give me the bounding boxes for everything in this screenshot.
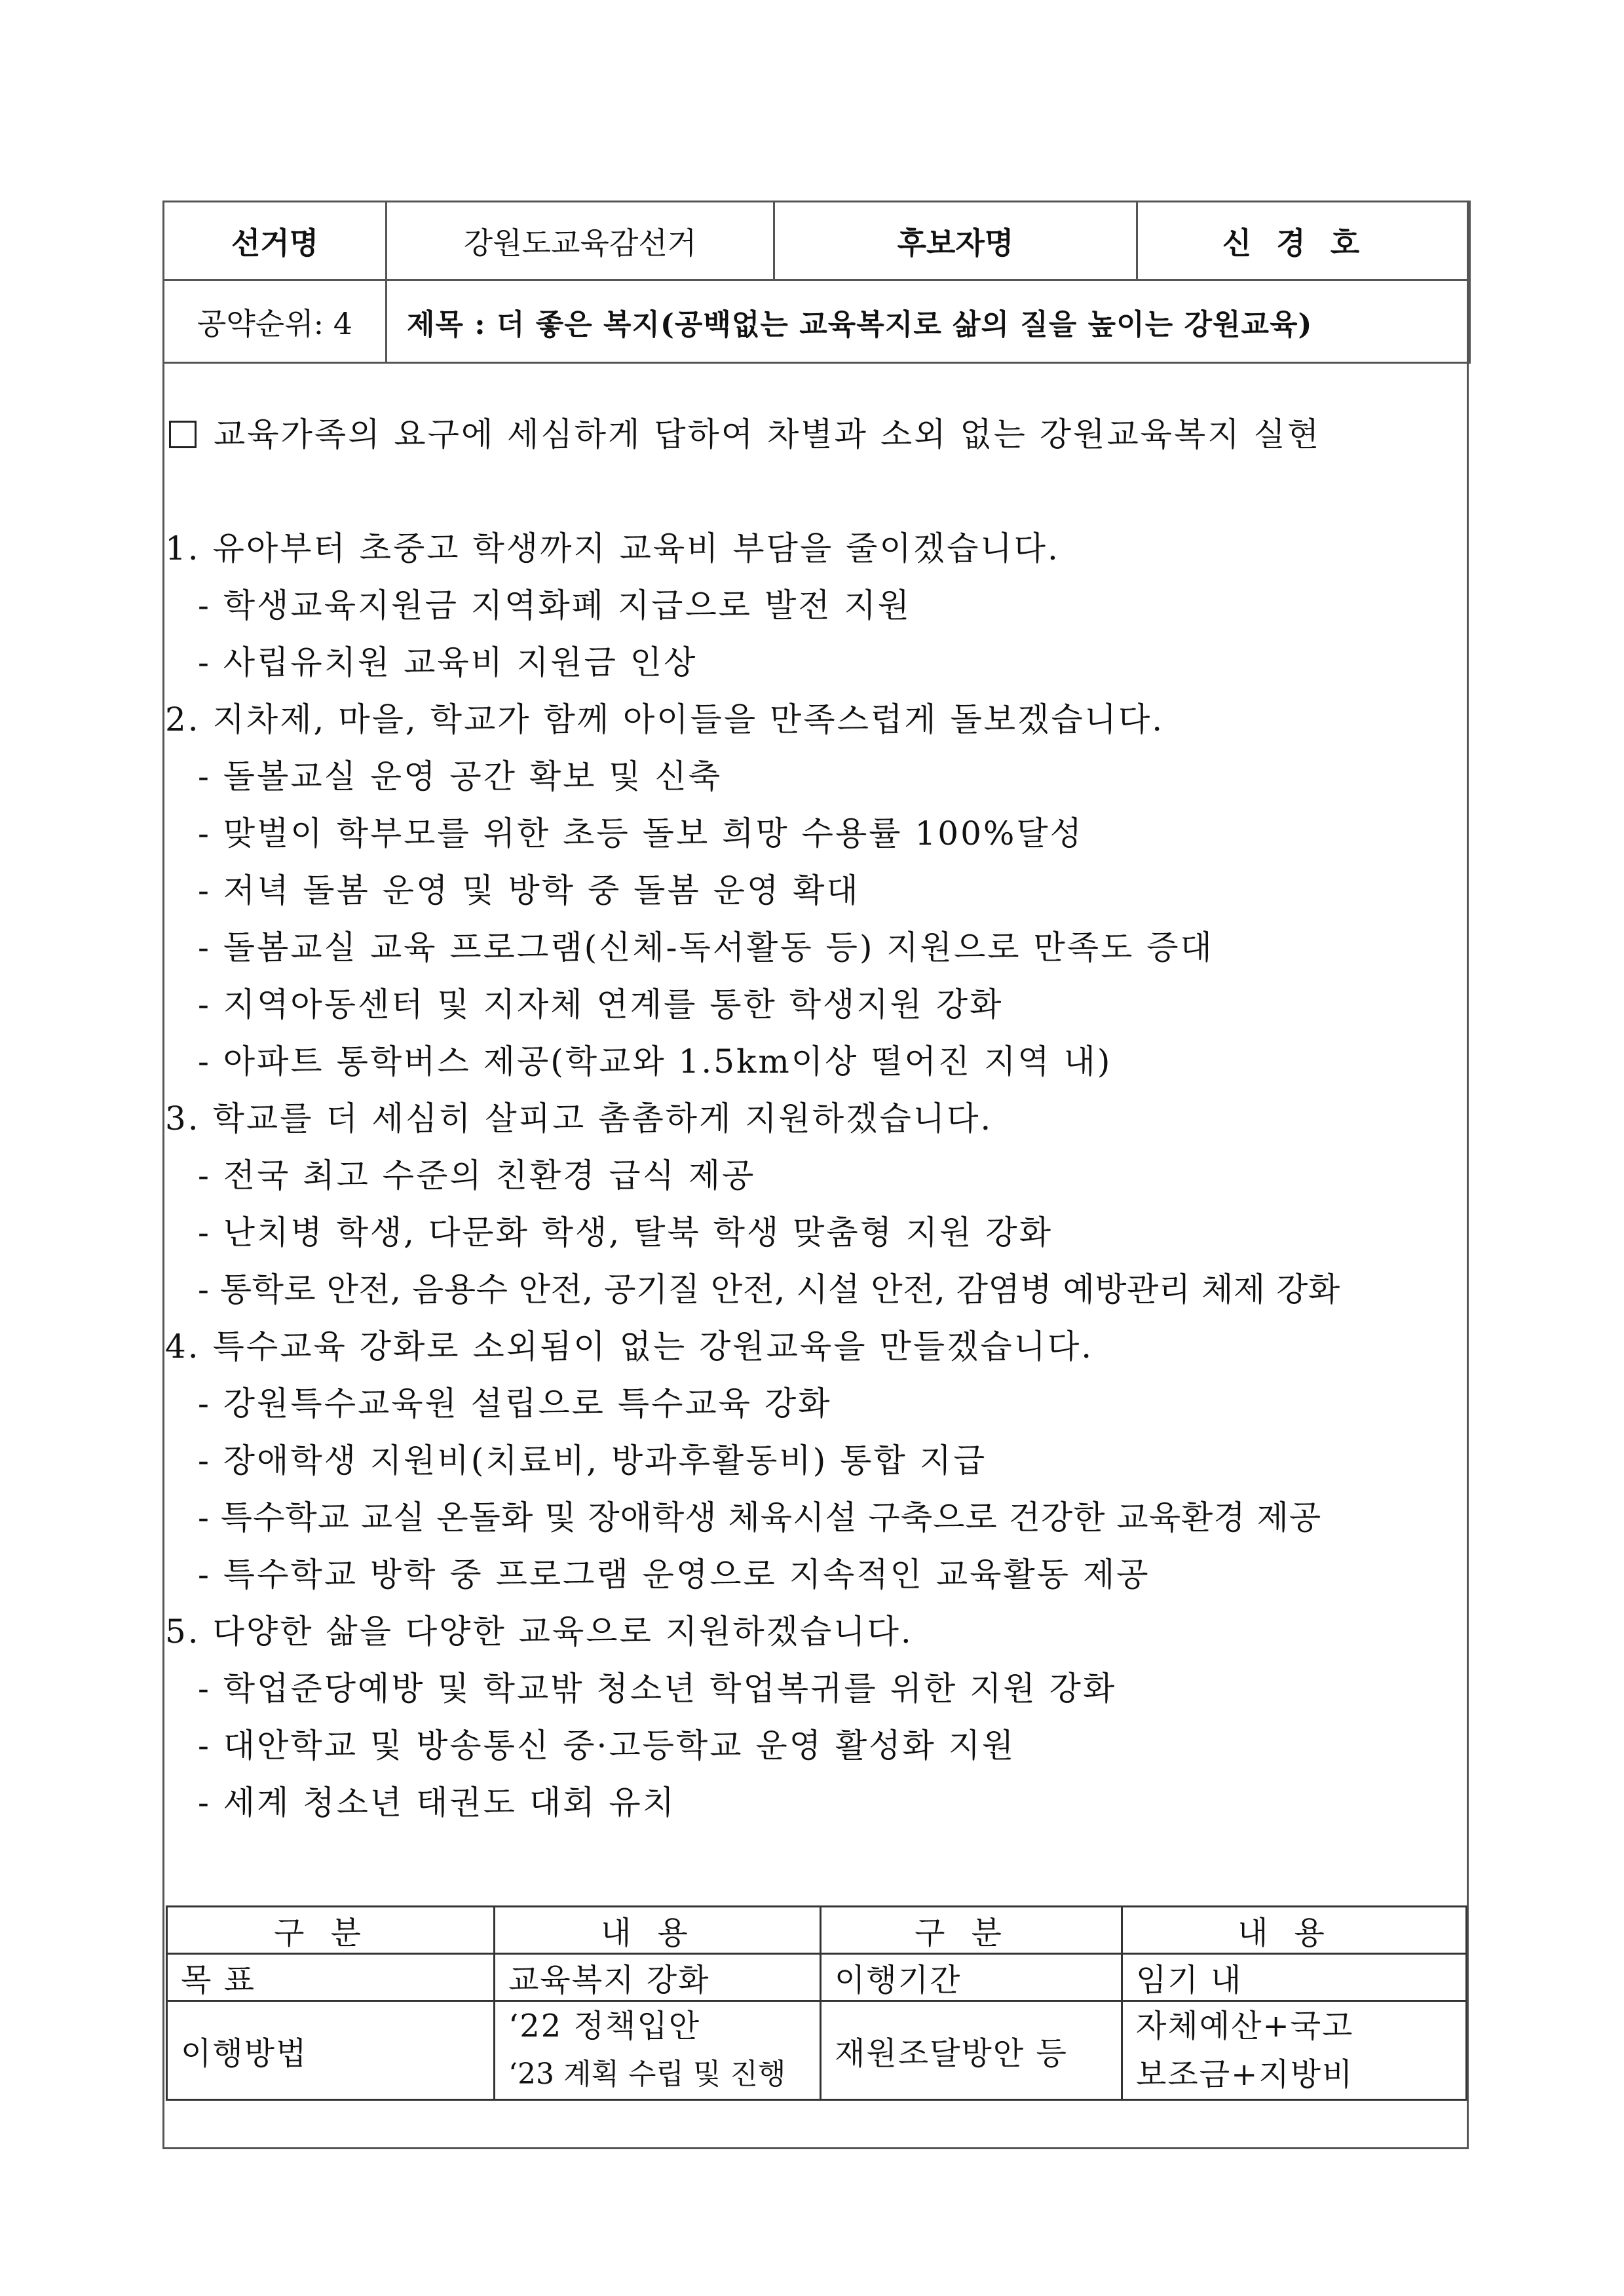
summary-header-content: 내용 <box>1122 1907 1467 1954</box>
candidate-label: 후보자명 <box>774 202 1137 280</box>
list-item: - 지역아동센터 및 지자체 연계를 통한 학생지원 강화 <box>198 985 1004 1024</box>
goal-value: 교육복지 강화 <box>495 1954 821 2001</box>
list-item: - 난치병 학생, 다문화 학생, 탈북 학생 맞춤형 지원 강화 <box>198 1214 1053 1252</box>
funding-value-line: 자체예산+국고 <box>1136 2008 1354 2044</box>
goal-label: 목 표 <box>167 1954 495 2001</box>
list-item: - 장애학생 지원비(치료비, 방과후활동비) 통합 지급 <box>198 1442 987 1480</box>
pledge-body <box>165 406 1462 1831</box>
summary-table <box>166 1905 1467 2101</box>
list-item: - 세계 청소년 태권도 대회 유치 <box>198 1784 676 1822</box>
list-item: - 맞벌이 학부모를 위한 초등 돌보 희망 수용률 100%달성 <box>198 814 1084 852</box>
summary-header-category: 구분 <box>167 1907 495 1954</box>
section-heading: 3. 학교를 더 세심히 살피고 촘촘하게 지원하겠습니다. <box>165 1100 993 1138</box>
list-item: - 학생교육지원금 지역화폐 지급으로 발전 지원 <box>198 586 912 624</box>
list-item: - 돌볼교실 운영 공간 확보 및 신축 <box>198 757 723 795</box>
section-4 <box>165 1318 1462 1603</box>
list-item: - 아파트 통학버스 제공(학교와 1.5km이상 떨어진 지역 내) <box>198 1043 1112 1081</box>
election-label: 선거명 <box>164 202 387 280</box>
summary-header-category: 구분 <box>821 1907 1122 1954</box>
candidate-value: 신경호 <box>1137 202 1470 280</box>
pledge-title: 제목 : 더 좋은 복지(공백없는 교육복지로 삶의 질을 높이는 강원교육) <box>387 280 1470 363</box>
list-item: - 저녁 돌봄 운영 및 방학 중 돌봄 운영 확대 <box>198 871 860 909</box>
section-3 <box>165 1090 1462 1318</box>
funding-value <box>1122 2001 1467 2100</box>
intro-line <box>165 406 1462 463</box>
list-item: - 대안학교 및 방송통신 중·고등학교 운영 활성화 지원 <box>198 1727 1016 1765</box>
funding-label: 재원조달방안 등 <box>821 2001 1122 2100</box>
section-heading: 1. 유아부터 초중고 학생까지 교육비 부담을 줄이겠습니다. <box>165 529 1060 567</box>
list-item: - 사립유치원 교육비 지원금 인상 <box>198 643 698 681</box>
list-item: - 특수학교 방학 중 프로그램 운영으로 지속적인 교육활동 제공 <box>198 1556 1150 1594</box>
method-label: 이행방법 <box>167 2001 495 2100</box>
period-value: 임기 내 <box>1122 1954 1467 2001</box>
intro-text: 교육가족의 요구에 세심하게 답하여 차별과 소외 없는 강원교육복지 실현 <box>214 415 1321 453</box>
list-item: - 돌봄교실 교육 프로그램(신체-독서활동 등) 지원으로 만족도 증대 <box>198 928 1214 966</box>
list-item: - 강원특수교육원 설립으로 특수교육 강화 <box>198 1385 832 1423</box>
section-heading: 2. 지차제, 마을, 학교가 함께 아이들을 만족스럽게 돌보겠습니다. <box>165 700 1165 738</box>
list-item: - 통학로 안전, 음용수 안전, 공기질 안전, 시설 안전, 감염병 예방관리 체제 강화 <box>198 1271 1340 1309</box>
list-item: - 특수학교 교실 온돌화 및 장애학생 체육시설 구축으로 건강한 교육환경 제공 <box>198 1499 1322 1537</box>
pledge-rank: 공약순위: 4 <box>164 280 387 363</box>
method-value <box>495 2001 821 2100</box>
method-value-line: ‘22 정책입안 <box>508 2008 701 2044</box>
period-label: 이행기간 <box>821 1954 1122 2001</box>
section-heading: 5. 다양한 삶을 다양한 교육으로 지원하겠습니다. <box>165 1613 913 1651</box>
section-5 <box>165 1603 1462 1831</box>
list-item: - 전국 최고 수준의 친환경 급식 제공 <box>198 1157 756 1195</box>
header-table <box>162 201 1471 364</box>
funding-value-line: 보조금+지방비 <box>1136 2056 1354 2093</box>
method-value-line: ‘23 계획 수립 및 진행 <box>508 2057 786 2091</box>
list-item: - 학업준당예방 및 학교밖 청소년 학업복귀를 위한 지원 강화 <box>198 1670 1117 1708</box>
summary-header-content: 내용 <box>495 1907 821 1954</box>
checkbox-square-icon <box>169 421 197 448</box>
election-value: 강원도교육감선거 <box>387 202 774 280</box>
section-1 <box>165 520 1462 691</box>
section-heading: 4. 특수교육 강화로 소외됨이 없는 강원교육을 만들겠습니다. <box>165 1328 1094 1366</box>
section-2 <box>165 691 1462 1090</box>
